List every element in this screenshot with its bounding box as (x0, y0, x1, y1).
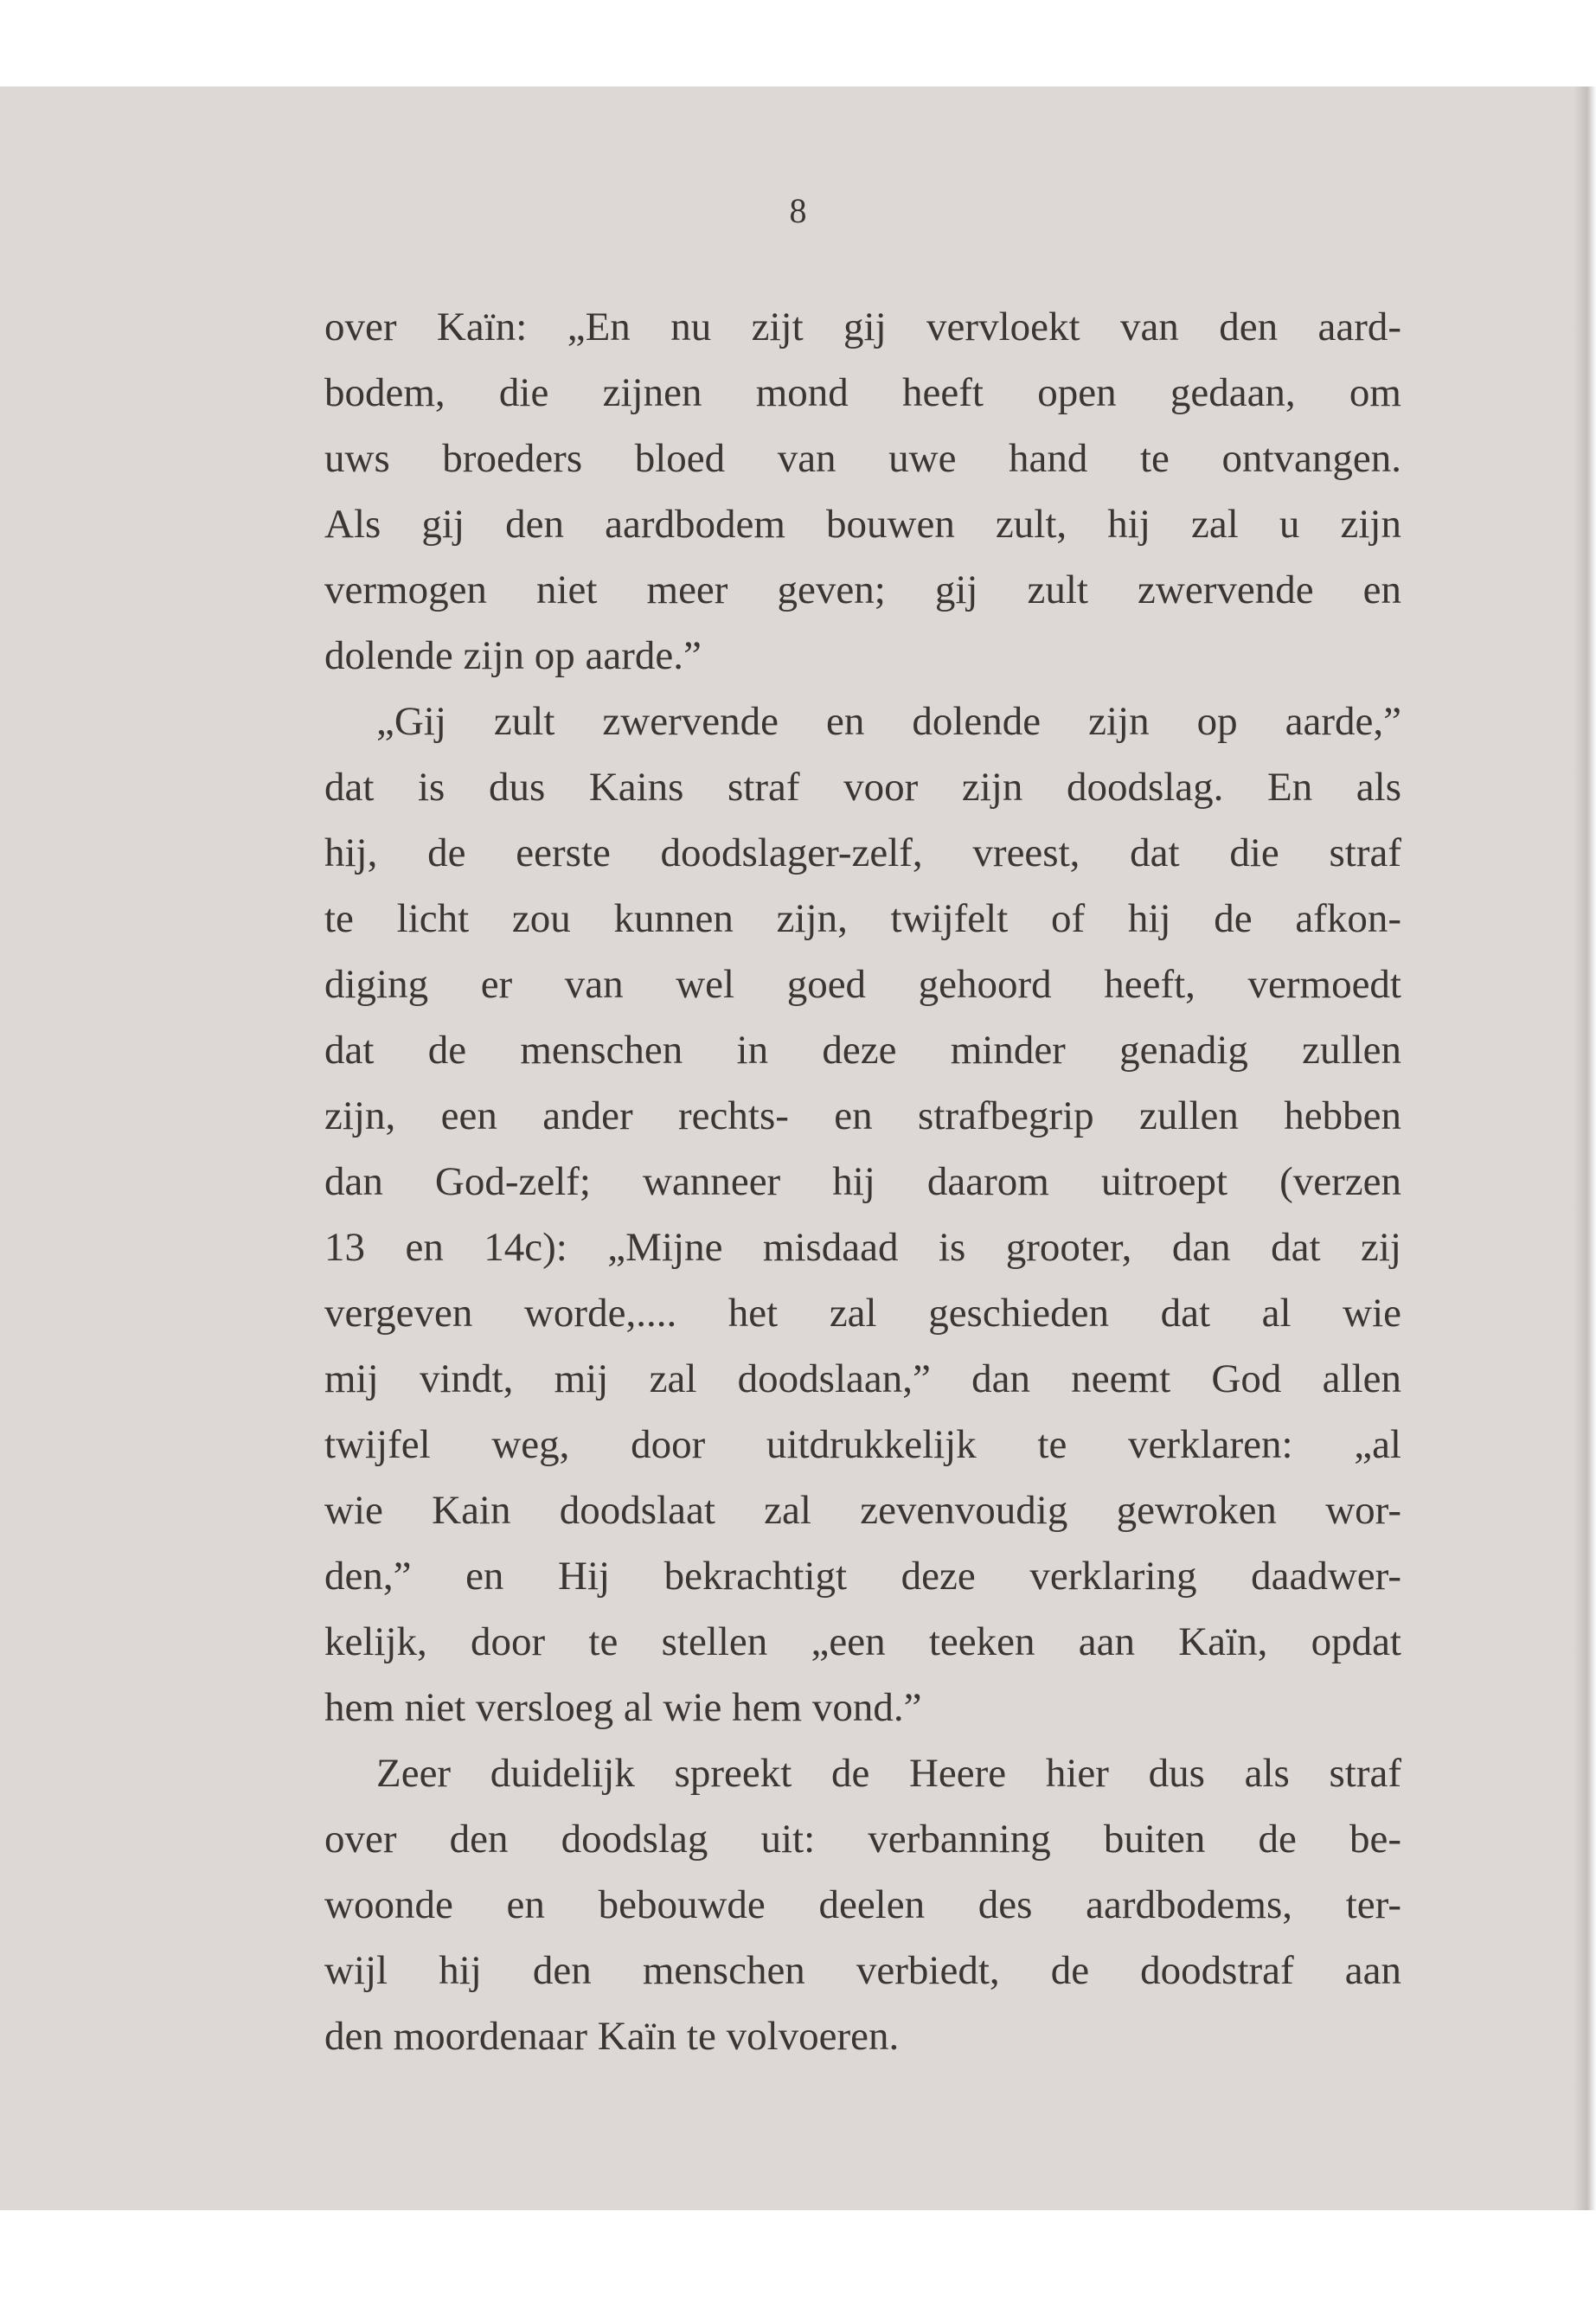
text-line: dat de menschen in deze minder genadig zullen (324, 1028, 1401, 1073)
text-line: twijfel weg, door uitdrukkelijk te verklaren: „al (324, 1422, 1401, 1467)
text-line: dat is dus Kains straf voor zijn doodslag. En als (324, 765, 1401, 810)
text-line: wie Kain doodslaat zal zevenvoudig gewroken wor- (324, 1488, 1401, 1533)
text-line: dan God-zelf; wanneer hij daarom uitroept (verzen (324, 1159, 1401, 1204)
text-line: 13 en 14c): „Mijne misdaad is grooter, dan dat zij (324, 1225, 1401, 1270)
text-line: over den doodslag uit: verbanning buiten de be- (324, 1817, 1401, 1862)
body-text (324, 294, 1401, 2069)
text-line: uws broeders bloed van uwe hand te ontvangen. (324, 436, 1401, 481)
text-line: zijn, een ander rechts- en strafbegrip zullen hebben (324, 1093, 1401, 1138)
text-line: te licht zou kunnen zijn, twijfelt of hij de afkon- (324, 896, 1401, 941)
text-line: wijl hij den menschen verbiedt, de doodstraf aan (324, 1948, 1401, 1993)
text-line: den moordenaar Kaïn te volvoeren. (324, 2014, 900, 2059)
text-line: over Kaïn: „En nu zijt gij vervloekt van den aard- (324, 304, 1401, 349)
text-line: Zeer duidelijk spreekt de Heere hier dus als straf (376, 1751, 1401, 1796)
text-line: bodem, die zijnen mond heeft open gedaan, om (324, 370, 1401, 415)
page-number: 8 (789, 191, 807, 230)
text-line: vermogen niet meer geven; gij zult zwervende en (324, 567, 1401, 612)
text-line: dolende zijn op aarde.” (324, 633, 702, 678)
text-line: den,” en Hij bekrachtigt deze verklaring daadwer- (324, 1554, 1401, 1599)
text-line: mij vindt, mij zal doodslaan,” dan neemt God allen (324, 1356, 1401, 1401)
text-line: hij, de eerste doodslager-zelf, vreest, dat die straf (324, 830, 1401, 875)
text-line: hem niet versloeg al wie hem vond.” (324, 1685, 922, 1730)
text-line: vergeven worde,.... het zal geschieden dat al wie (324, 1291, 1401, 1336)
text-line: diging er van wel goed gehoord heeft, vermoedt (324, 962, 1401, 1007)
text-line: woonde en bebouwde deelen des aardbodems, ter- (324, 1882, 1401, 1927)
book-page (0, 87, 1596, 2210)
page-edge (1574, 87, 1596, 2210)
text-line: „Gij zult zwervende en dolende zijn op aarde,” (376, 699, 1401, 744)
text-line: kelijk, door te stellen „een teeken aan Kaïn, opdat (324, 1619, 1401, 1664)
text-line: Als gij den aardbodem bouwen zult, hij zal u zijn (324, 502, 1401, 547)
